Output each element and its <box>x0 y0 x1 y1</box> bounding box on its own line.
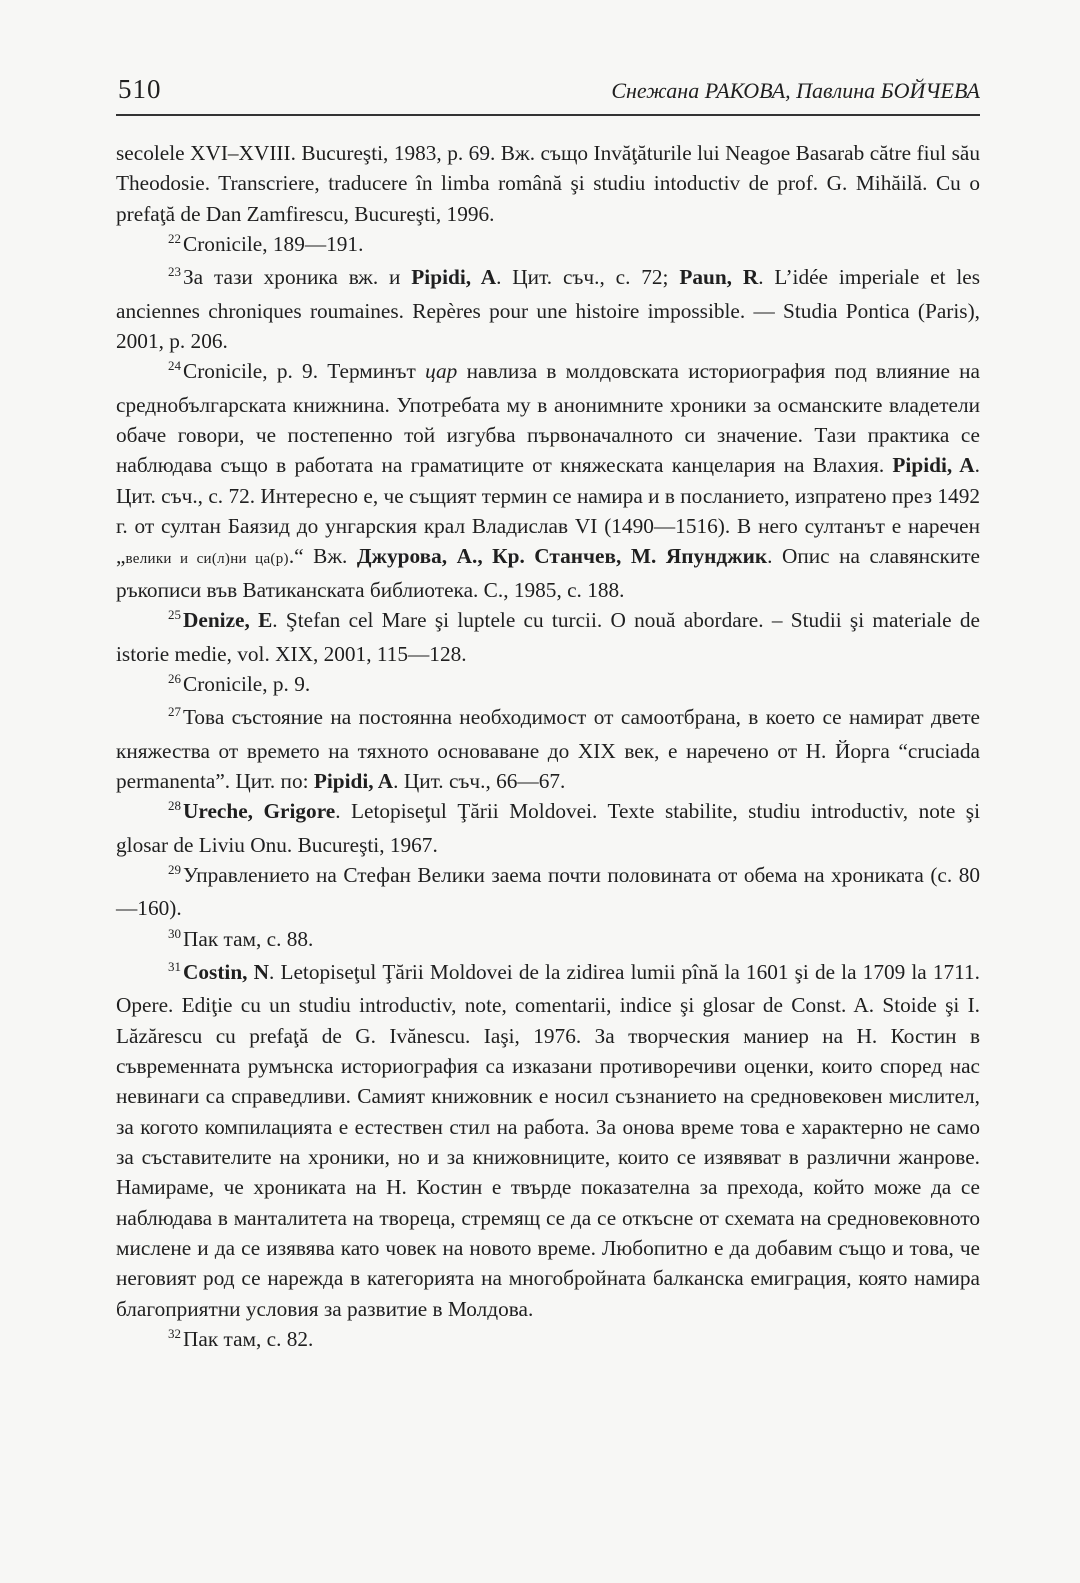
footnote-32 <box>116 1324 980 1357</box>
footnote-number: 25 <box>168 607 181 623</box>
footnote-number: 32 <box>168 1326 181 1342</box>
footnote-text: . Цит. съч., 66—67. <box>393 768 566 793</box>
footnote-text: Cronicile, p. 9. <box>183 671 311 696</box>
footnote-21-continued: secolele XVI–XVIII. Bucureşti, 1983, p. 69. Вж. също Invăţăturile lui Neagoe Basarab către fiul său Theodosie. Transcriere, traducere în limba română şi studiu intoductiv de prof. G. Mihăilă. Cu o prefaţă de Dan Zamfirescu, Bucureşti, 1996. <box>116 141 980 226</box>
footnote-number: 23 <box>168 264 181 280</box>
footnote-number: 26 <box>168 670 181 686</box>
footnote-text: . Цит. съч., с. 72; <box>496 265 680 290</box>
footnotes-body <box>116 138 980 1357</box>
footnote-text: . Letopiseţul Ţării Moldovei. Texte stabilite, studiu introductiv, note şi glosar de Liviu Onu. Bucureşti, 1967. <box>116 799 980 857</box>
footnote-25 <box>116 605 980 669</box>
author-name: Ureche, Grigore <box>183 799 336 824</box>
footnote-text: За тази хроника вж. и <box>183 265 412 290</box>
footnote-text: Пак там, с. 88. <box>183 926 314 951</box>
running-head: Снежана РАКОВА, Павлина БОЙЧЕВА <box>611 78 980 103</box>
page-header <box>116 74 980 116</box>
footnote-text: . Цит. съч., с. 72. Интересно е, че същият термин се намира и в посланието, изпратено през 1492 г. от султан Баязид до унгарския крал Владислав VI (1490—1516). В него султанът е наречен „ <box>116 453 980 569</box>
footnote-text: Пак там, с. 82. <box>183 1327 314 1352</box>
page-number: 510 <box>118 74 162 104</box>
footnote-23 <box>116 262 980 356</box>
footnote-text: Cronicile, p. 9. Терминът <box>183 359 426 384</box>
footnote-text: . Опис на славянските ръкописи във Ватиканската библиотека. С., 1985, с. 188. <box>116 544 980 602</box>
footnote-text: . Ştefan cel Mare şi luptele cu turcii. O nouă abordare. – Studii şi materiale de istorie medie, vol. XIX, 2001, 115—128. <box>116 608 980 666</box>
old-slavonic-quote: велики и си(л)ни ца(р) <box>125 551 289 568</box>
footnote-text: . L’idée imperiale et les anciennes chroniques roumaines. Repères pour une histoire impossible. — Studia Pontica (Paris), 2001, p. 206. <box>116 265 980 354</box>
term-italic: цар <box>425 359 458 384</box>
footnote-24 <box>116 356 980 605</box>
author-name: Джурова, А., Кр. Станчев, М. Япунджик <box>356 544 768 569</box>
footnote-30 <box>116 924 980 957</box>
footnote-22 <box>116 229 980 262</box>
footnote-number: 27 <box>168 704 181 720</box>
footnote-28 <box>116 796 980 860</box>
footnote-number: 24 <box>168 358 181 374</box>
author-name: Pipidi, A <box>411 265 497 290</box>
footnote-26 <box>116 669 980 702</box>
author-name: Costin, N <box>183 959 269 984</box>
author-name: Pipidi, A <box>892 453 975 478</box>
footnote-27 <box>116 702 980 796</box>
footnote-number: 31 <box>168 958 181 974</box>
footnote-31 <box>116 957 980 1324</box>
footnote-text: . Letopiseţul Ţării Moldovei de la zidirea lumii pînă la 1601 şi de la 1709 la 1711. Opere. Ediţie cu un studiu introductiv, note, comentarii, indice şi glosar de Const. A. Stoide şi I. Lăzărescu cu prefaţă de G. Ivănescu. Iaşi, 1976. За творческия маниер на Н. Костин в съвременната румънска историография са изказани противоречиви оценки, които според нас невинаги са справедливи. Самият книжовник е носил съзнанието на средновековен мислител, за когото компилацията е естествен стил на работа. За онова време това е характерно не само за съставителите на хроники, но и за книжовниците, които се изявяват в различни жанрове. Намираме, че хрониката на Н. Костин е твърде показателна за прехода, който може да се наблюдава в манталитета на твореца, стремящ се да се откъсне от схемата на средновековното мислене и да се изявява като човек на новото време. Любопитно е да добавим също и това, че неговият род се нарежда в категорията на многобройната балканска емиграция, която намира благоприятни условия за развитие в Молдова. <box>116 959 981 1321</box>
footnote-text: .“ Вж. <box>288 544 357 569</box>
author-name: Paun, R <box>679 265 759 290</box>
footnote-text: Управлението на Стефан Велики заема почти половината от обема на хрониката (с. 80—160). <box>116 862 980 921</box>
footnote-number: 30 <box>168 925 181 941</box>
footnote-29 <box>116 860 980 924</box>
footnote-number: 28 <box>168 798 181 814</box>
footnote-text: Cronicile, 189—191. <box>183 232 364 257</box>
footnote-text: Това състояние на постоянна необходимост от самоотбрана, в което се намират двете княжества от времето на тяхното основаване до XIX век, е наречено от Н. Йорга “cruciada permanenta”. Цит. по: <box>116 705 980 793</box>
author-name: Pipidi, A <box>313 768 394 793</box>
footnote-number: 29 <box>168 861 181 877</box>
author-name: Denize, E <box>183 608 273 633</box>
footnote-text: навлиза в молдовската историография под влияние на среднобългарската книжнина. Употребата му в анонимните хроники за османските владетели обаче говори, че постепенно той изгубва първоначалното си значение. Тази практика се наблюдава също в работата на граматиците от княжеската канцелария на Влахия. <box>116 359 980 478</box>
footnote-number: 22 <box>168 231 181 247</box>
